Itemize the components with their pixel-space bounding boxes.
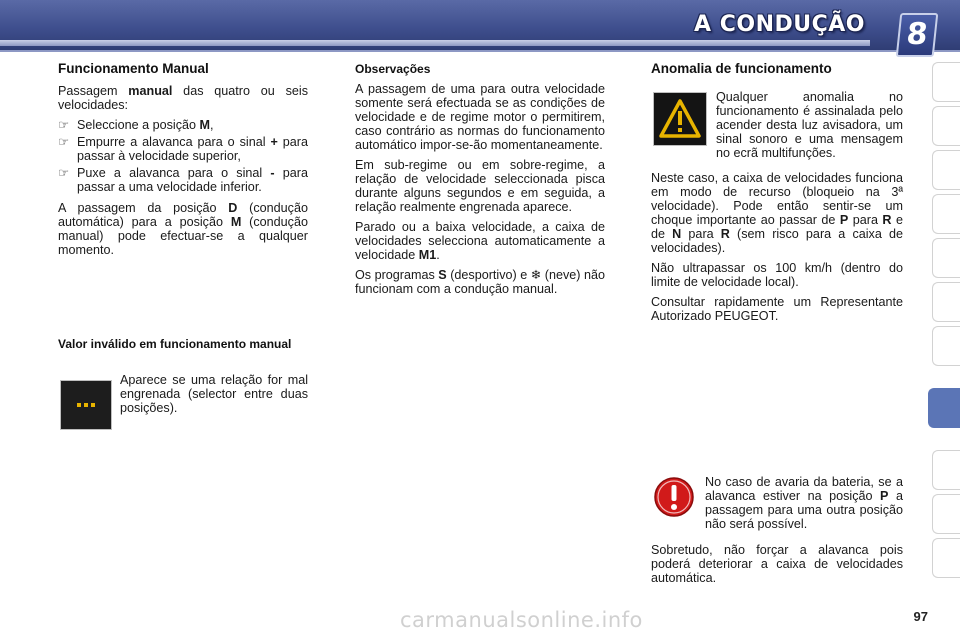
p4-text: Os programas bbox=[355, 268, 439, 282]
side-tab[interactable] bbox=[932, 494, 960, 534]
observation-paragraph-4 bbox=[355, 268, 605, 296]
observation-paragraph-2: Em sub-regime ou em sobre-regime, a relação de velocidade seleccionada pisca durante alguns segundos e em seguida, a relação realmente engrenada aparece. bbox=[355, 158, 605, 214]
heading-invalid-value: Valor inválido em funcionamento manual bbox=[58, 337, 292, 351]
dashes-display-icon bbox=[60, 380, 112, 430]
warning-triangle-icon bbox=[653, 92, 707, 146]
snowflake-icon: ❄ bbox=[530, 268, 542, 282]
dashes-display-icon-graphic bbox=[61, 381, 111, 429]
p4-text-mid: (desportivo) e bbox=[446, 268, 531, 282]
column-observations bbox=[355, 62, 605, 302]
side-tab[interactable] bbox=[932, 150, 960, 190]
exclamation-alert-icon-graphic bbox=[653, 476, 695, 518]
chapter-number-badge: 8 bbox=[896, 13, 939, 57]
p4-bold: S bbox=[438, 268, 447, 282]
p3-text: Parado ou a baixa velocidade, a caixa de velocidades selecciona automaticamente a velocidade bbox=[355, 220, 605, 262]
invalid-value-text: Aparece se uma relação for mal engrenada (selector entre duas posições). bbox=[120, 373, 308, 415]
intro-text: Passagem bbox=[58, 84, 129, 98]
lever-warning-text: Sobretudo, não forçar a alavanca pois poderá deteriorar a caixa de velocidades automática. bbox=[651, 543, 903, 585]
side-tab[interactable] bbox=[932, 326, 960, 366]
header-stripe bbox=[0, 40, 870, 46]
bullet2-text: Empurre a alavanca para o sinal bbox=[77, 135, 271, 149]
bullet2-end: para passar à velocidade superior, bbox=[77, 135, 308, 163]
m1-text-3: e de bbox=[651, 213, 903, 241]
m1-text: Neste caso, a caixa de velocidades funciona em modo de recurso (bloqueio na 3ª velocidade). Pode então sentir-se um choque importante ao passar de bbox=[651, 171, 903, 227]
m1-bold-r2: R bbox=[720, 227, 730, 241]
chapter-side-tabs bbox=[928, 62, 960, 577]
bullet3-end: para passar a uma velocidade inferior. bbox=[77, 166, 308, 194]
bullet3-text: Puxe a alavanca para o sinal bbox=[77, 166, 271, 180]
side-tab[interactable] bbox=[932, 538, 960, 578]
alert-text-end: a passagem para uma outra posição não será possível. bbox=[705, 489, 903, 531]
bullet-text bbox=[77, 118, 308, 132]
malfunction-paragraph-2: Não ultrapassar os 100 km/h (dentro do limite de velocidade local). bbox=[651, 261, 903, 289]
bullet1-text: Seleccione a posição bbox=[77, 118, 200, 132]
side-tab[interactable] bbox=[932, 106, 960, 146]
bullet-text bbox=[77, 135, 308, 163]
side-tab[interactable] bbox=[932, 282, 960, 322]
watermark: carmanualsonline.info bbox=[400, 608, 643, 632]
observation-paragraph-1: A passagem de uma para outra velocidade somente será efectuada se as condições de velocidade e de regime motor o permitirem, caso contrário as normas do funcionamento automático impor-se-ão momentaneamente. bbox=[355, 82, 605, 152]
heading-observations: Observações bbox=[355, 62, 431, 76]
m1-bold-p: P bbox=[839, 213, 849, 227]
m1-text-2: para bbox=[848, 213, 883, 227]
m1-bold-r: R bbox=[882, 213, 892, 227]
p2-text: A passagem da posição bbox=[58, 201, 229, 215]
heading-manual-operation: Funcionamento Manual bbox=[58, 61, 209, 76]
pointing-hand-icon: ☞ bbox=[58, 166, 70, 180]
alert-bold-p: P bbox=[880, 489, 889, 503]
bullet-select-m bbox=[58, 118, 308, 132]
column-malfunction bbox=[651, 62, 903, 84]
page-number: 97 bbox=[913, 609, 928, 624]
intro-text-end: das quatro ou seis velocidades: bbox=[58, 84, 308, 112]
side-tab[interactable] bbox=[932, 194, 960, 234]
p2-bold-m: M bbox=[230, 215, 242, 229]
warning-triangle-icon-graphic bbox=[654, 93, 706, 145]
bullet-text bbox=[77, 166, 308, 194]
observation-paragraph-3 bbox=[355, 220, 605, 262]
p3-bold: M1 bbox=[418, 248, 437, 262]
p3-end: . bbox=[436, 248, 440, 262]
p2-bold-d: D bbox=[228, 201, 238, 215]
malfunction-body bbox=[651, 171, 903, 329]
intro-paragraph bbox=[58, 84, 308, 112]
chapter-title: A CONDUÇÃO bbox=[694, 12, 865, 37]
battery-alert-text bbox=[705, 475, 903, 531]
m1-bold-n: N bbox=[672, 227, 682, 241]
side-tab[interactable] bbox=[932, 62, 960, 102]
p2-text-end: (condução manual) pode efectuar-se a qualquer momento. bbox=[58, 215, 308, 257]
m1-text-end: (sem risco para a caixa de velocidades). bbox=[651, 227, 903, 255]
malfunction-paragraph-1 bbox=[651, 171, 903, 255]
switching-paragraph bbox=[58, 201, 308, 257]
pointing-hand-icon: ☞ bbox=[58, 118, 70, 132]
side-tab[interactable] bbox=[932, 450, 960, 490]
p2-text-mid: (condução automática) para a posição bbox=[58, 201, 308, 229]
bullet2-bold: + bbox=[270, 135, 278, 149]
pointing-hand-icon: ☞ bbox=[58, 135, 70, 149]
column-manual-operation bbox=[58, 62, 308, 263]
page-header bbox=[0, 0, 960, 52]
m1-text-4: para bbox=[681, 227, 721, 241]
bullet1-end: , bbox=[210, 118, 214, 132]
bullet-pull-minus bbox=[58, 166, 308, 194]
bullet3-bold: - bbox=[270, 166, 275, 180]
heading-malfunction: Anomalia de funcionamento bbox=[651, 61, 832, 76]
alert-text: No caso de avaria da bateria, se a alavanca estiver na posição bbox=[705, 475, 903, 503]
bullet1-bold: M bbox=[199, 118, 211, 132]
malfunction-paragraph-3: Consultar rapidamente um Representante Autorizado PEUGEOT. bbox=[651, 295, 903, 323]
side-tab-active[interactable] bbox=[928, 388, 960, 428]
warning-description: Qualquer anomalia no funcionamento é assinalada pelo acender desta luz avisadora, um sinal sonoro e uma mensagem no ecrã multifunções. bbox=[716, 90, 903, 160]
side-tab[interactable] bbox=[932, 238, 960, 278]
bullet-push-plus bbox=[58, 135, 308, 163]
intro-bold: manual bbox=[128, 84, 173, 98]
exclamation-alert-icon bbox=[653, 476, 695, 518]
section-invalid-value bbox=[58, 337, 308, 415]
p4-end: (neve) não funcionam com a condução manual. bbox=[355, 268, 605, 296]
